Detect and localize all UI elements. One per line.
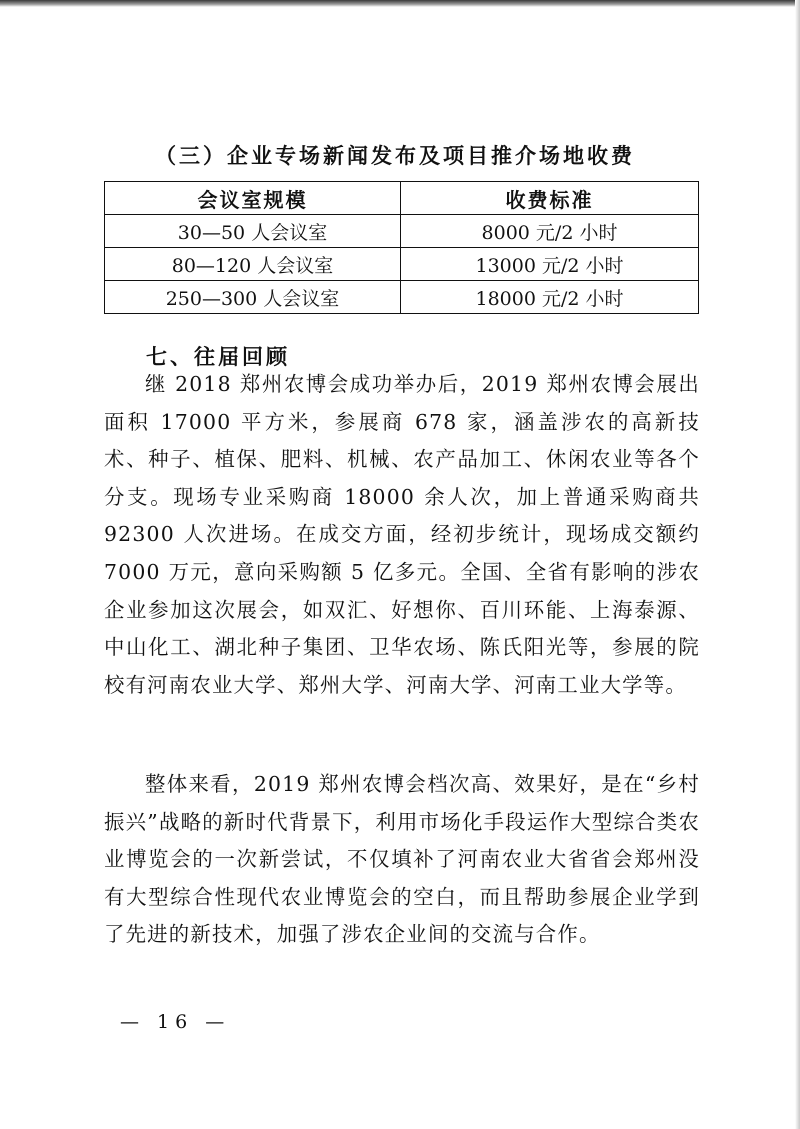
room-size-cell: 80—120 人会议室 bbox=[105, 248, 401, 281]
venue-fee-table bbox=[104, 181, 699, 314]
page-number: — 16 — bbox=[120, 1011, 231, 1033]
section-title-review: 七、往届回顾 bbox=[146, 344, 290, 369]
room-size-cell: 250—300 人会议室 bbox=[105, 281, 401, 314]
review-paragraph-2: 整体来看，2019 郑州农博会档次高、效果好，是在“乡村振兴”战略的新时代背景下，利用市场化手段运作大型综合类农业博览会的一次新尝试，不仅填补了河南农业大省省会郑州没有大型综合性现代农业博览会的空白，而且帮助参展企业学到了先进的新技术，加强了涉农企业间的交流与合作。 bbox=[104, 772, 700, 947]
room-size-cell: 30—50 人会议室 bbox=[105, 215, 401, 248]
table-row bbox=[105, 215, 699, 248]
review-paragraph-1: 继 2018 郑州农博会成功举办后，2019 郑州农博会展出面积 17000 平方米，参展商 678 家，涵盖涉农的高新技术、种子、植保、肥料、机械、农产品加工、休闲农业等各个分支。现场专业采购商 18000 余人次，加上普通采购商共 92300 人次进场。在成交方面，经初步统计，现场成交额约 7000 万元，意向采购额 5 亿多元。全国、全省有影响的涉农企业参加这次展会，如双汇、好想你、百川环能、上海泰源、中山化工、湖北种子集团、卫华农场、陈氏阳光等，参展的院校有河南农业大学、郑州大学、河南大学、河南工业大学等。 bbox=[104, 372, 700, 697]
header-fee-standard: 收费标准 bbox=[401, 182, 699, 215]
header-room-size: 会议室规模 bbox=[105, 182, 401, 215]
table-row bbox=[105, 248, 699, 281]
fee-cell: 8000 元/2 小时 bbox=[401, 215, 699, 248]
scan-edge-right bbox=[795, 0, 800, 1129]
fee-cell: 13000 元/2 小时 bbox=[401, 248, 699, 281]
table-header-row bbox=[105, 182, 699, 215]
scan-edge-top bbox=[0, 0, 800, 7]
fee-section-subheading: （三）企业专场新闻发布及项目推介场地收费 bbox=[155, 143, 635, 168]
fee-cell: 18000 元/2 小时 bbox=[401, 281, 699, 314]
table-row bbox=[105, 281, 699, 314]
